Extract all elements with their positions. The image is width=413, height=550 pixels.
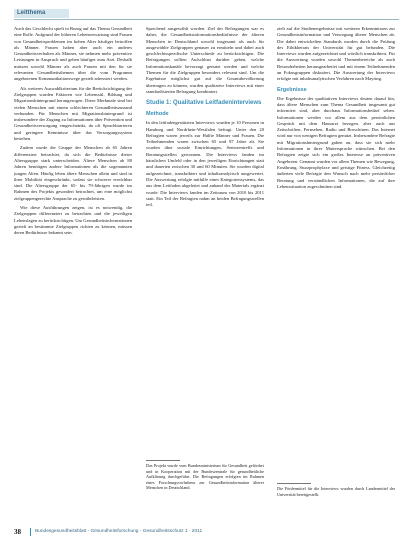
- footnote-rule: [277, 483, 311, 484]
- footnote: Das Projekt wurde vom Bundesministerium für Gesundheit gefördert und in Kooperation mit der Bundeszentrale für gesundheitliche Aufklärung durchgeführt. Die Befragungen erfolgten im Rahmen eines Forschungsvorhabens zur Gesundheitsinformation älterer Menschen in Deutschland.: [146, 463, 264, 491]
- paragraph: zielt auf die Studienergebnisse mit weiteren Erkenntnissen zur Gesundheitsinformation und Versorgung älterer Menschen ab. Die dabei entwickelten Standards wurden durch die Prüfung des Ethikbeirats der Universität für gut befunden. Die Interviews wurden aufgezeichnet und wörtlich transkribiert. Für die Auswertung wurden sowohl Themenbereiche als auch Besonderheiten herausgearbeitet und mit einem Teilnehmenden an Fokusgruppen diskutiert. Die Auswertung der Interviews erfolgte mit inhaltsanalytischen Verfahren nach Mayring.: [277, 26, 395, 82]
- paragraph: Als weiteres Auswahlkriterium für die Berücksichtigung der Zielgruppen wurden Faktoren wie Lebensstil, Bildung und Migrationshintergrund herangezogen. Diese Merkmale sind bei vielen Menschen mit einem schlechteren Gesundheitszustand verbunden. Für Menschen mit Migrationshintergrund ist insbesondere der Zugang zu Informationen über Prävention und Gesundheitsversorgung eingeschränkt, da oft Sprachbarrieren und geringere Kenntnisse über das Versorgungssystem bestehen.: [14, 85, 132, 142]
- page-number: 38: [14, 528, 21, 536]
- header-rule: [14, 19, 399, 20]
- journal-citation: Bundesgesundheitsblatt - Gesundheitsforschung - Gesundheitsschutz 1 · 2011: [35, 529, 203, 534]
- subsection-heading: Ergebnisse: [277, 86, 307, 93]
- paragraph: In den leitfadengestützten Interviews wurden je 10 Personen in Hamburg und Nordrhein-Westfalen befragt. Unter den 20 Befragten waren jeweils zur Hälfte Männer und Frauen. Die Teilnehmenden waren zwischen 65 und 87 Jahre alt. Sie wurden über soziale Einrichtungen, Seniorentreffs und Beratungsstellen gewonnen. Die Interviews fanden im häuslichen Umfeld oder in den jeweiligen Einrichtungen statt und dauerten zwischen 30 und 60 Minuten. Sie wurden digital aufgezeichnet, transkribiert und inhaltsanalytisch ausgewertet. Die Auswertung erfolgte mithilfe eines Kategoriensystems, das aus dem Leitfaden abgeleitet und anhand des Materials ergänzt wurde. Die Interviews fanden im Zeitraum von 2010 bis 2011 statt. Ein Teil der Befragten nahm an beiden Befragungswellen teil.: [146, 120, 264, 208]
- paragraph: Die Ergebnisse der qualitativen Interviews deuten darauf hin, dass ältere Menschen zum Thema Gesundheit insgesamt gut informiert sind, aber durchaus Informationsbedarf sehen. Informationen werden vor allem aus dem persönlichen Gespräch mit dem Hausarzt bezogen, aber auch aus Zeitschriften, Fernsehen, Radio und Broschüren. Das Internet wird nur von wenigen Befragten genutzt. Insbesondere Befragte mit Migrationshintergrund gaben an, dass sie sich mehr Informationen in ihrer Muttersprache wünschen. Bei den Befragten zeigte sich ein großes Interesse an präventiven Angeboten. Genannt wurden vor allem Themen wie Bewegung, Ernährung, Sturzprophylaxe und geistige Fitness. Gleichzeitig äußerten viele Befragte den Wunsch nach mehr persönlicher Beratung und verständlichen Informationen, die auf ihre Lebenssituation zugeschnitten sind.: [277, 95, 395, 189]
- paragraph: Auch das Geschlecht spielt in Bezug auf das Thema Gesundheit eine Rolle. Aufgrund der höheren Lebenserwartung sind Frauen von Gesundheitsproblemen im hohen Alter häufiger betroffen als Männer. Frauen haben aber auch ein anderes Gesundheitsverhalten als Männer, sie nehmen mehr präventive Leistungen in Anspruch und gehen häufiger zum Arzt. Deshalb müssen sowohl Männer als auch Frauen mit den für sie relevanten Gesundheitsthemen über die vom Programm angebotenen Kommunikationswege gezielt adressiert werden.: [14, 26, 132, 82]
- column-1: [14, 26, 132, 520]
- footnote: Die Fördermittel für die Interviews wurden durch Landesmittel der Universität bereitgestellt.: [277, 486, 395, 497]
- paragraph: Sprechend ausgewählt worden. Ziel der Befragungen war es daher, die Gesundheitsinformationsbedürfnisse der älteren Menschen in Deutschland sowohl insgesamt als auch für ausgewählte Zielgruppen genauer zu ermitteln und dabei auch geschlechtsspezifische Unterschiede zu berücksichtigen. Die Befragungen sollten Aufschluss darüber geben, welche Informationskanäle bevorzugt genutzt werden und welche Themen für die Zielgruppen besonders relevant sind. Um die Ergebnisse möglichst gut auf die Gesamtbevölkerung übertragen zu können, wurden qualitative Interviews mit einer standardisierten Befragung kombiniert.: [146, 26, 264, 94]
- paragraph: Wie diese Ausführungen zeigen, ist es notwendig, die Zielgruppen differenziert zu betrachten und die jeweiligen Lebenslagen zu berücksichtigen. Um Gesundheitsinformationen gezielt an bestimmte Zielgruppen richten zu können, müssen deren Bedürfnisse bekannt sein.: [14, 205, 132, 236]
- footer-divider: [30, 528, 31, 536]
- section-tag: Leitthema: [14, 9, 69, 18]
- paragraph: Zudem wurde die Gruppe der Menschen ab 65 Jahren differenziert betrachtet, da sich die Bedürfnisse dieser Altersgruppe stark unterscheiden. Ältere Menschen ab 80 Jahren benötigen andere Informationen als die sogenannten jungen Alten. Häufig leben ältere Menschen allein und sind in ihrer Mobilität eingeschränkt, sodass sie schwerer erreichbar sind. Die Altersgruppe der 65- bis 79-Jährigen wurde im Rahmen des Projekts gesondert betrachtet, um eine möglichst zielgruppengerechte Ansprache zu gewährleisten.: [14, 145, 132, 201]
- column-2: [146, 26, 264, 458]
- section-heading: Studie 1: Qualitative Leitfadeninterviews: [146, 100, 262, 107]
- footnote-rule: [146, 460, 180, 461]
- subsection-heading: Methode: [146, 111, 169, 118]
- column-3: [277, 26, 395, 452]
